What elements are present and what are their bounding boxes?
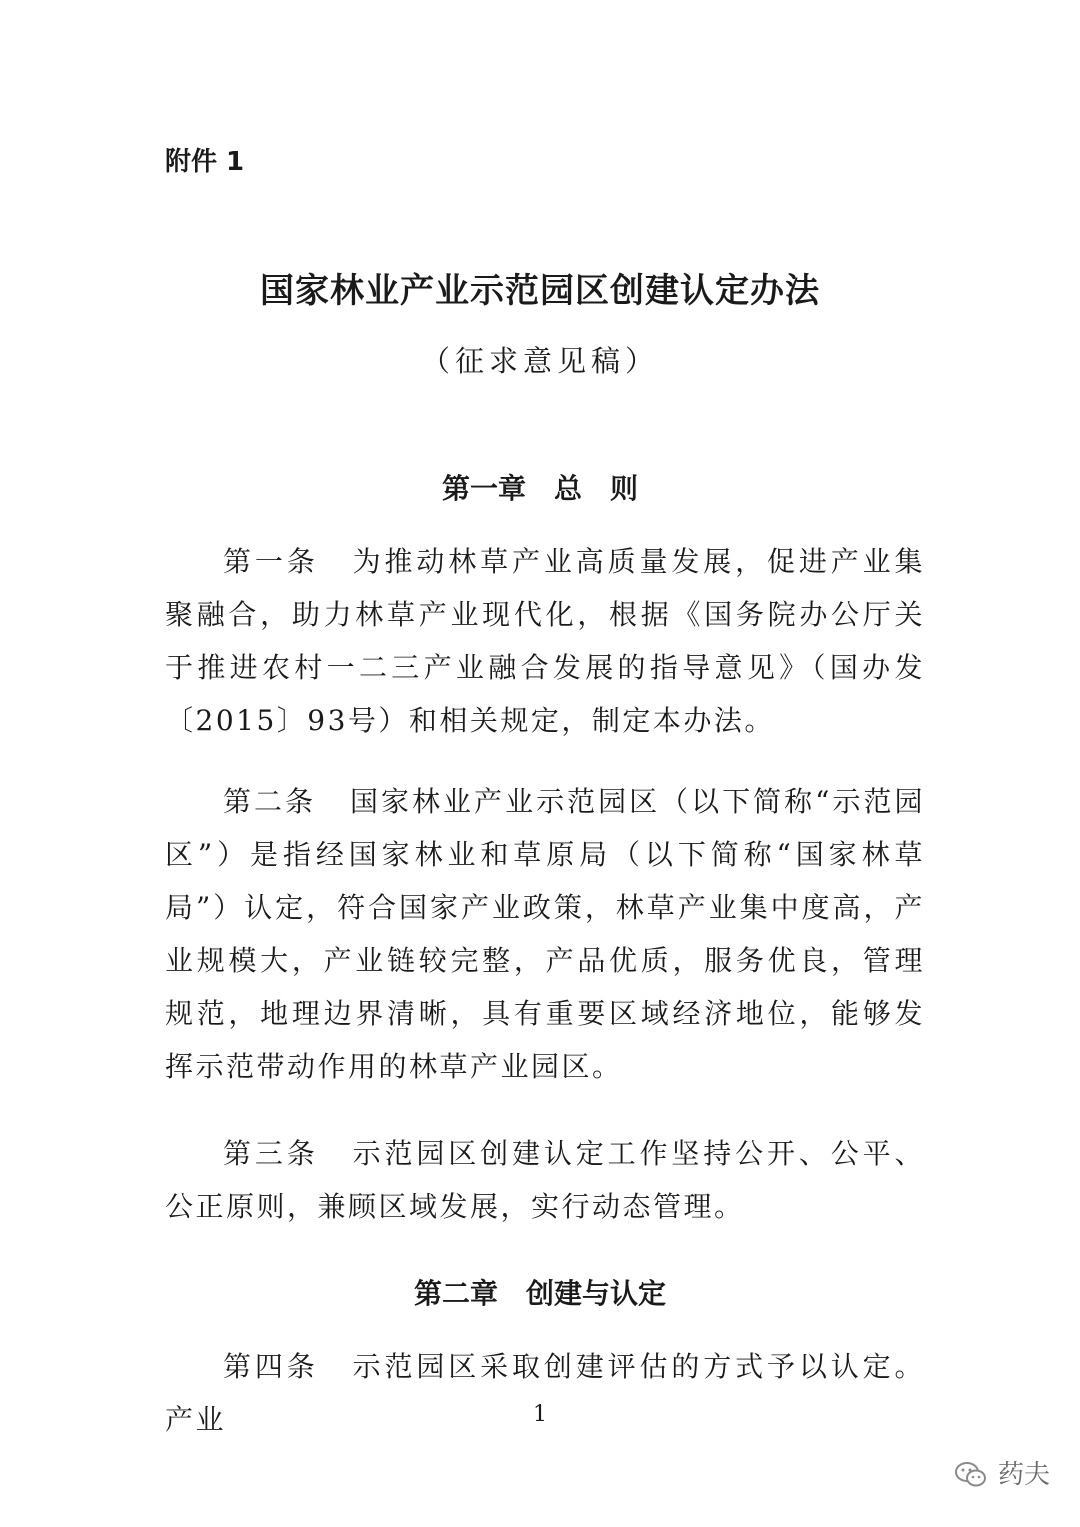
chapter-heading-2: 第二章 创建与认定 (413, 1277, 666, 1310)
watermark (954, 1455, 1050, 1495)
article-1 (165, 535, 925, 747)
article-text: 国家林业产业示范园区（以下简称“示范园区”）是指经国家林业和草原局（以下简称“国家林草局”）认定，符合国家产业政策，林草产业集中度高，产业规模大，产业链较完整，产品优质，服务优良，管理规范，地理边界清晰，具有重要区域经济地位，能够发挥示范带动作用的林草产业园区。 (165, 785, 925, 1083)
document-title: 国家林业产业示范园区创建认定办法 (260, 271, 820, 311)
wechat-icon (954, 1460, 988, 1490)
article-label: 第二条 (223, 785, 317, 818)
article-label: 第一条 (223, 545, 319, 578)
article-2 (165, 775, 925, 1093)
chapter-heading-1: 第一章 总 则 (441, 472, 638, 505)
article-3 (165, 1127, 925, 1233)
article-text: 示范园区采取创建评估的方式予以认定。产业 (165, 1350, 925, 1436)
article-4 (165, 1340, 925, 1446)
document-subtitle: （征求意见稿） (420, 344, 659, 378)
article-text: 为推动林草产业高质量发展，促进产业集聚融合，助力林草产业现代化，根据《国务院办公厅关于推进农村一二三产业融合发展的指导意见》（国办发〔2015〕93号）和相关规定，制定本办法。 (165, 545, 925, 737)
article-label: 第三条 (223, 1137, 319, 1170)
page-number: 1 (533, 1402, 547, 1427)
article-label: 第四条 (223, 1350, 319, 1383)
attachment-label: 附件 1 (165, 147, 245, 177)
watermark-text: 药夫 (997, 1460, 1050, 1490)
article-text: 示范园区创建认定工作坚持公开、公平、公正原则，兼顾区域发展，实行动态管理。 (165, 1137, 925, 1223)
